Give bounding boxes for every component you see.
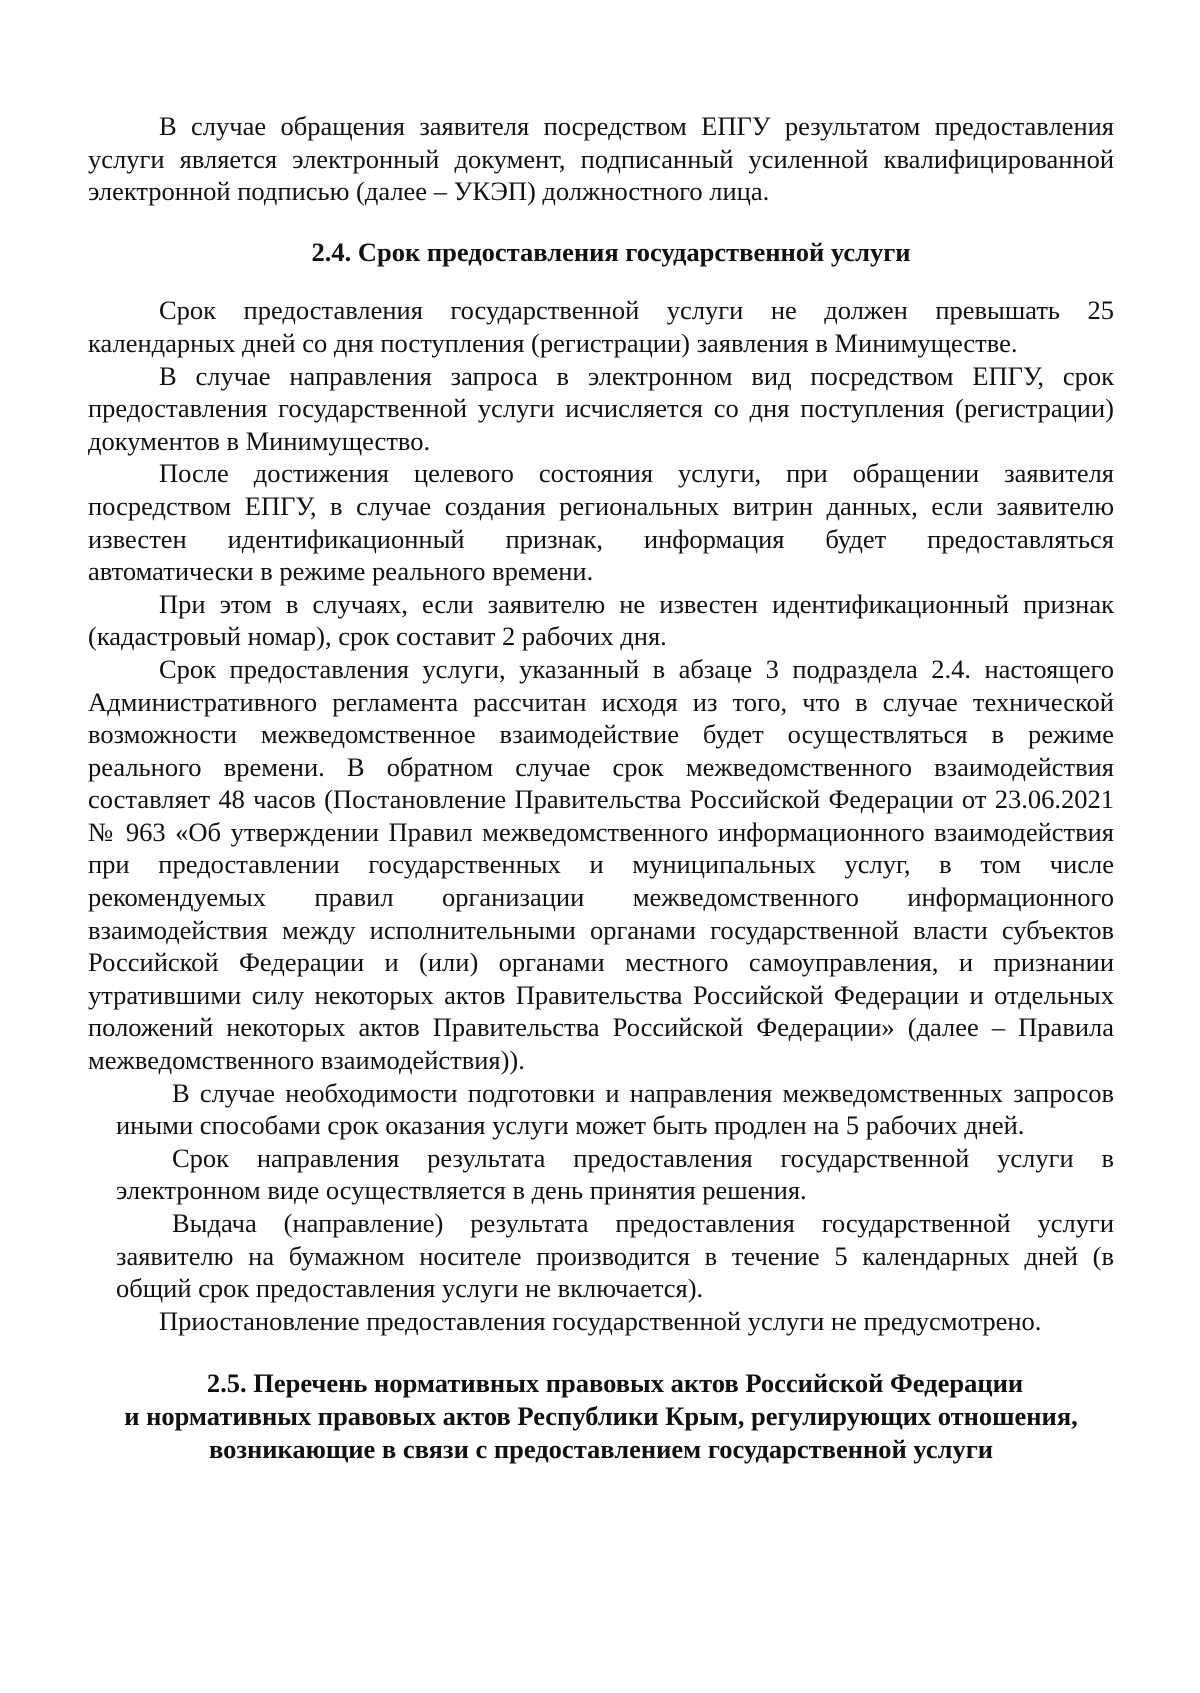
section-2-5-title-line: и нормативных правовых актов Республики Крым, регулирующих отношения, — [124, 1400, 1078, 1431]
paragraph-electronic-result: Срок направления результата предоставления государственной услуги в электронном виде осуществляется в день принятия решения. — [116, 1142, 1114, 1206]
paragraph-extension: В случае необходимости подготовки и направления межведомственных запросов иными способами срок оказания услуги может быть продлен на 5 рабочих дней. — [116, 1077, 1114, 1141]
section-2-5-title — [88, 1367, 1114, 1465]
paragraph-result-epgu: В случае обращения заявителя посредством ЕПГУ результатом предоставления услуги является электронный документ, подписанный усиленной квалифицированной электронной подписью (далее – УКЭП) должностного лица. — [88, 111, 1114, 207]
paragraph-electronic-request: В случае направления запроса в электронном вид посредством ЕПГУ, срок предоставления государственной услуги исчисляется со дня поступления (регистрации) документов в Минимущество. — [88, 360, 1114, 456]
document-page — [88, 110, 1114, 1465]
paragraph-paper-result: Выдача (направление) результата предоставления государственной услуги заявителю на бумажном носителе производится в течение 5 календарных дней (в общий срок предоставления услуги не включается). — [116, 1208, 1114, 1304]
paragraph-interagency-interaction: Срок предоставления услуги, указанный в абзаце 3 подраздела 2.4. настоящего Административного регламента рассчитан исходя из того, что в случае технической возможности межведомственное взаимодействие будет осуществляться в режиме реального времени. В обратном случае срок межведомственного взаимодействия составляет 48 часов (Постановление Правительства Российской Федерации от 23.06.2021 № 963 «Об утверждении Правил межведомственного информационного взаимодействия при предоставлении государственных и муниципальных услуг, в том числе рекомендуемых правил организации межведомственного информационного взаимодействия между исполнительными органами государственной власти субъектов Российской Федерации и (или) органами местного самоуправления, и признании утратившими силу некоторых актов Правительства Российской Федерации и отдельных положений некоторых актов Правительства Российской Федерации» (далее – Правила межведомственного взаимодействия)). — [88, 653, 1114, 1076]
paragraph-target-state: После достижения целевого состояния услуги, при обращении заявителя посредством ЕПГУ, в случае создания региональных витрин данных, если заявителю известен идентификационный признак, информация будет предоставляться автоматически в режиме реального времени. — [88, 458, 1114, 587]
paragraph-cadastral-number: При этом в случаях, если заявителю не известен идентификационный признак (кадастровый номар), срок составит 2 рабочих дня. — [88, 588, 1114, 652]
section-2-4-title: 2.4. Срок предоставления государственной услуги — [311, 236, 911, 267]
section-2-5-title-line: 2.5. Перечень нормативных правовых актов Российской Федерации — [206, 1368, 1024, 1399]
paragraph-term-25-days: Срок предоставления государственной услуги не должен превышать 25 календарных дней со дня поступления (регистрации) заявления в Минимуществе. — [88, 295, 1114, 358]
section-2-5-title-line: возникающие в связи с предоставлением государственной услуги — [208, 1433, 994, 1464]
paragraph-suspension: Приостановление предоставления государственной услуги не предусмотрено. — [159, 1305, 1042, 1336]
